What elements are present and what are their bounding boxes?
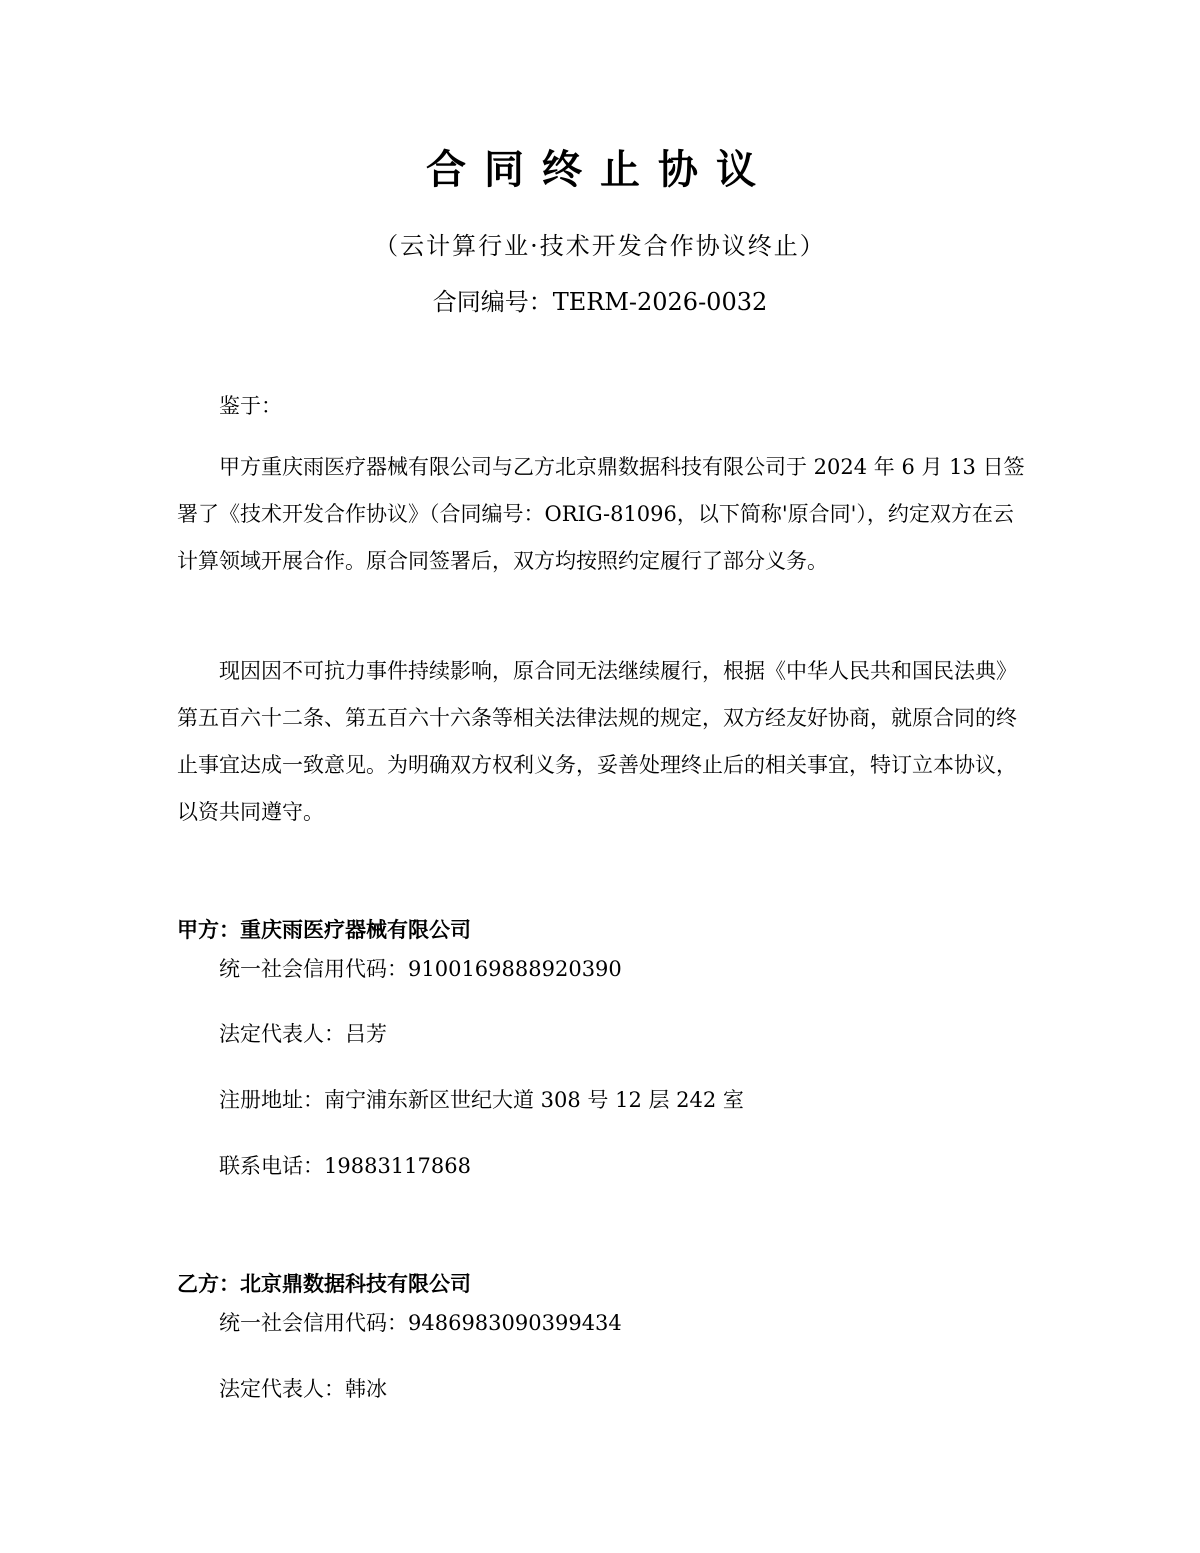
- party-b-credit-code: 统一社会信用代码：9486983090399434: [219, 1311, 622, 1335]
- whereas-label: 鉴于：: [219, 394, 282, 418]
- recital-paragraph-1: 甲方重庆雨医疗器械有限公司与乙方北京鼎数据科技有限公司于 2024 年 6 月 13 日签署了《技术开发合作协议》（合同编号：ORIG-81096，以下简称'原合同'），约定双方在云计算领域开展合作。原合同签署后，双方均按照约定履行了部分义务。: [177, 455, 1025, 573]
- party-b-legal-rep: 法定代表人：韩冰: [219, 1377, 387, 1401]
- party-a-credit-code: 统一社会信用代码：9100169888920390: [219, 957, 622, 981]
- party-a-legal-rep: 法定代表人：吕芳: [219, 1022, 387, 1046]
- party-a-phone: 联系电话：19883117868: [219, 1154, 471, 1178]
- recital-paragraph-2: 现因因不可抗力事件持续影响，原合同无法继续履行，根据《中华人民共和国民法典》第五百六十二条、第五百六十六条等相关法律法规的规定，双方经友好协商，就原合同的终止事宜达成一致意见。为明确双方权利义务，妥善处理终止后的相关事宜，特订立本协议，以资共同遵守。: [177, 659, 1017, 824]
- party-a-address: 注册地址：南宁浦东新区世纪大道 308 号 12 层 242 室: [219, 1088, 744, 1112]
- document-title: 合同终止协议: [426, 147, 774, 193]
- contract-number: 合同编号：TERM-2026-0032: [432, 288, 768, 316]
- party-a-heading: 甲方：重庆雨医疗器械有限公司: [177, 918, 471, 942]
- party-b-heading: 乙方：北京鼎数据科技有限公司: [177, 1272, 471, 1296]
- document-subtitle: （云计算行业·技术开发合作协议终止）: [374, 232, 826, 260]
